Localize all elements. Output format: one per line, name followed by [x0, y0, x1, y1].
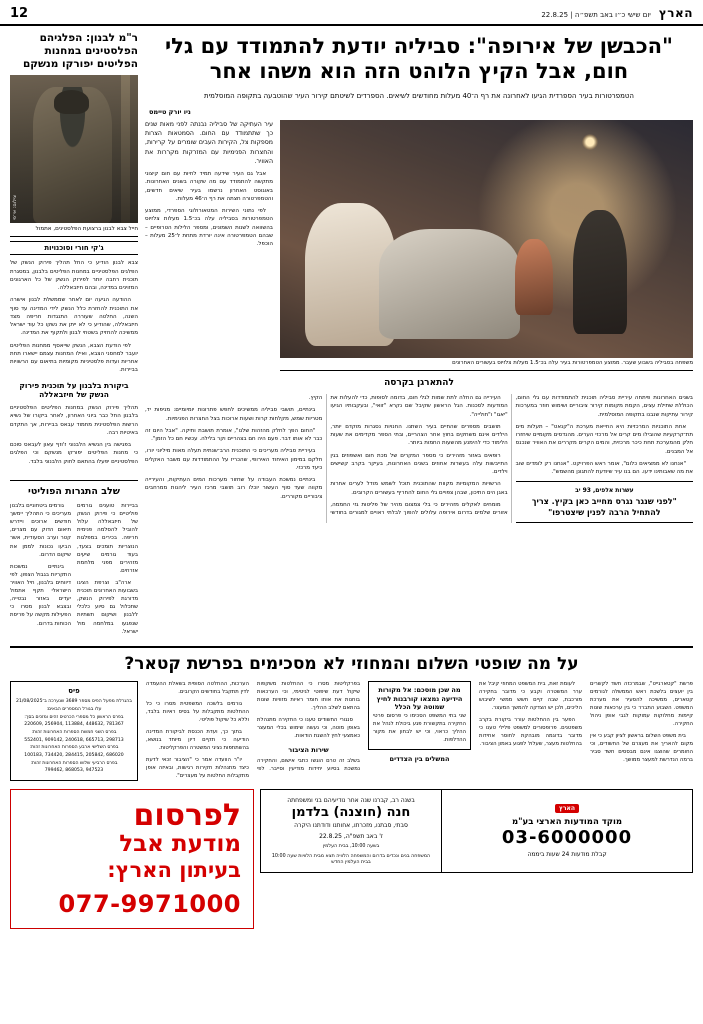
- hero-row: [145, 120, 693, 372]
- paragraph: "אנחנו לא ממציאים כלום", אומר ראש הפרויקט. "אנחנו רק לומדים שוב את מה שאבותינו ידעו. הם בנו עיר שיודעת להתגונן מהשמש".: [515, 460, 693, 476]
- page-number: 12: [10, 5, 29, 21]
- paragraph: בשלב זה טרם הוגשו כתבי אישום, והחקירה נמשכת בסיוע יחידות מודיעין וסייבר. לפי הערכות, ההחלטה הסופית בשאלת ההעמדה לדין תתקבל בחודשים הקרובים.: [146, 681, 360, 773]
- notices-line: 298713 ,665713 ,240618 ,909142 ,552401: [24, 737, 124, 743]
- memorial-name: חנה (חוצנה) בלדמן: [291, 805, 411, 821]
- street-lamp-glow: [582, 134, 598, 150]
- ad-phone-number[interactable]: 077-9971000: [58, 889, 241, 918]
- paragraph: לעומת זאת, בית המשפט המחוזי קיבל את ערר המשטרה וקבע כי מדובר בחקירה מורכבת, שבה קיים חשש ממשי לשיבוש הליכים, ולכן יש הצדקה להמשך המעצר.: [479, 681, 582, 711]
- ad-obituary-promo[interactable]: [10, 789, 254, 929]
- ad-service-strip[interactable]: [260, 789, 693, 873]
- memorial-time: בשעה 10:00, בבית העלמין: [322, 844, 380, 849]
- ad-line-3: בעיתון הארץ:: [107, 857, 241, 882]
- main-headline: "הכבשן של אירופה": סביליה יודעת להתמודד עם גלי חום, אבל הקיץ הלוהט הזה הוא משהו אחר: [164, 34, 673, 83]
- advertisement-row: [10, 789, 693, 937]
- ad-service-sub: קבלת מודעות 24 שעות ביממה: [527, 851, 607, 859]
- ad-memorial[interactable]: [261, 790, 442, 872]
- paragraph: בית משפט השלום בראשון לציון קבע כי אין מקום להאריך את מעצרם של החשודים, וכי החומרים שהוצגו אינם מבססים חשד סביר ברמה הנדרשת למעצר ממושך.: [590, 732, 693, 763]
- memorial-title: בשנה רב, קברנו שנה אחר נודיעיהם בני ומשפחתה: [287, 796, 415, 804]
- notices-line: בהגרלת מפעל הפיס מספר 3689 שנערכה ב־21/08/2025: [16, 699, 132, 705]
- paragraph: הרשויות המקומיות מקוות שהתוכנית תוכל לשמש מודל לערים אחרות באגן הים התיכון, שבהן צפויים גלי החום להחריף בעשורים הקרובים.: [330, 481, 508, 496]
- main-byline: ניו יורק טיימס: [149, 107, 191, 116]
- second-story-minihead: המשלים בין הצדדים: [389, 755, 450, 764]
- paragraph: "החום הפך לחלק מהזהות שלנו", אומרת תושבת ותיקה. "אבל היום זה כבר לא אותו דבר. פעם היה חם בצהריים וקר בלילה. עכשיו חם כל הזמן".: [145, 427, 323, 443]
- second-story-minihead: שירות הציבור: [288, 745, 329, 754]
- rail-byline: ג'קי חורי וסוכנויות: [10, 241, 138, 255]
- notices-line: בפרס השלישי ארבע הספרות האחרונות זהות:: [29, 745, 119, 751]
- main-story-subhead: להתארגן בקרסה: [384, 378, 454, 389]
- notices-line: 947523 ,868053 ,799462: [44, 768, 104, 774]
- rail-photo-caption: חייל צבא לבנון ברצועת הפלסטינים, אתמול: [10, 225, 138, 237]
- memorial-sub: סבתי, סבתנו, מזכרתו, אחותנו ודודתנו היקרה: [294, 822, 408, 830]
- rail-subheadline: ביקורת בלבנון על תוכנית פירוק הנשק של חיזבאללה: [19, 380, 129, 400]
- ad-service-phone[interactable]: 03-6000000: [501, 827, 633, 849]
- ad-line-2: מודעת אבל: [119, 831, 241, 858]
- notices-title: פיס: [68, 687, 80, 696]
- second-story: [10, 646, 693, 781]
- boxed-note-title: מה שכן מוסכם: אל מקורות הידיעה נמצאו קורבנות לחיץ שמוטה על הכלל: [376, 686, 463, 711]
- paragraph: יו"ר הוועדה אמר כי "הציבור זכאי לדעת כיצד מתנהלות חקירות רגישות, ובאיזה אופן מתקבלות החלטות על מעצרים".: [146, 756, 249, 779]
- paragraph: מומחים לאקלים מזהירים כי בלי צמצום מהיר של פליטות גזי החממה, אזורים שלמים בדרום אירופה עלולים להפוך לבלתי ראויים למגורים בחודשי הקיץ.: [308, 395, 508, 517]
- paragraph: ארה"ב וצרפת הציגו בשבועות האחרונים תוכנית מדורגת לפירוק הנשק, שתכלול גם סיוע כלכלי ללבנון ושיקום תשתיות שנפגעו במלחמה מול ישראל.: [77, 579, 138, 635]
- paragraph: הפער בין ההחלטות עורר ביקורת בקרב משפטנים. פרופסורים למשפט פלילי טענו כי מדובר בדוגמה מובהקת לחוסר אחידות בהחלטות מעצר, שעלול לפגוע באמון הציבור.: [479, 716, 582, 747]
- paragraph: תהליך פירוק הנשק במחנות הפליטים הפלסטיניים בלבנון החל כבר ביוני האחרון, לאחר ביקורו של נשיא הרשות הפלסטינית מחמוד עבאס בביירות, אך התקדם באיטיות רבה.: [10, 405, 138, 436]
- paragraph: תושבים מספרים שהחיים בעיר השתנו. החנויות נסגרות מוקדם יותר, הילדים אינם משחקים בחוץ אחר הצהריים, ובתי הספר מקדימים את שעות הלימוד כדי להימנע מהשעות החמות ביותר.: [330, 423, 508, 447]
- page-content: [0, 26, 703, 937]
- photo-helmet: [54, 90, 90, 114]
- memorial-small-print: המשפחה בנים ונכדים בדרום והמשפחה הלוויה תצא מבית הלוויות שעה 10:00 בבית העלמין החדש: [271, 853, 431, 866]
- paragraph: בפגישה בין הנשיא הלבנוני ז'וזף עאון לעבאס סוכם כי מחנות הפליטים יפורקו מנשקם וכי הפלגים הפלסטיניים יפעלו בהתאם לחוק הלבנוני בלבד.: [10, 442, 138, 465]
- paragraph: בינתיים נמשכת העבודה על שחזור מערכות המים העתיקות, והעירייה מקווה שעד סוף העשור יוכלו רוב תושבי מרכז העיר ליהנות ממרחבים ציבוריים מקוררים.: [145, 477, 323, 500]
- paragraph: אבל גם העיר שידעה תמיד לחיות עם חום קיצוני מתקשה להתמודד עם מה שקורה בשנים האחרונות. באוגוסט האחרון נרשמו בעיר שיאים חדשים, והטמפרטורה חצתה את רף ה־46 מעלות.: [145, 171, 273, 202]
- photo-stroller: [379, 229, 519, 338]
- main-deck: הטמפרטורות בעיר הספרדית הגיעו לאחרונה את רף ה־40 מעלות מחודשים לשיאים. הספרדים לשיטתם קירור העיר שהוטבעה בתקופה המוסלמית: [204, 91, 634, 100]
- masthead: [0, 0, 703, 26]
- memorial-date: ז' באב תשפ"ה, 22.8.25: [319, 832, 383, 840]
- second-story-body: [146, 681, 693, 780]
- rail-block-body: [10, 502, 138, 636]
- paragraph: גורמים בלשכה המשפטית מסרו כי כל ההחלטות מתקבלות על בסיס ראיות בלבד, וללא כל שיקול פוליטי.: [146, 701, 249, 723]
- main-story-side-text: [145, 120, 273, 253]
- rail-body: [10, 259, 138, 470]
- paragraph: רופאים באזור מזהירים כי מספר המקרים של מכת חום ואשפוזים בגין התייבשות עלה בעשרות אחוזים בשנים האחרונות, בעיקר בקרב קשישים וילדים.: [330, 452, 508, 476]
- notices-line: בפרס הראשון כל מספרי הכרטיס זהים ומזכים בסך:: [24, 714, 124, 720]
- left-rail-story: [10, 32, 138, 636]
- hero-photo: [280, 120, 693, 358]
- notices-line: עלו בגורל המספרים הבאים:: [46, 706, 102, 712]
- photo-credit: צילום: אי־פי: [12, 194, 18, 221]
- boxed-note-body: שני בתי המשפט הסכימו כי פרסום פרטי החקירה בתקשורת פגע ביכולת לנהל את ההליך כראוי, וכי יש לבחון את מקור ההדלפות.: [373, 713, 466, 744]
- ad-column: [260, 789, 693, 929]
- top-zone: [10, 32, 693, 636]
- rail-headline: ר"מ לבנון: הפלגיהם הפלסטינים במחנות הפליטים יפורקו מנשקם: [22, 32, 138, 71]
- rail-block-title: שלב התגרות הפוליטי: [10, 480, 138, 497]
- paragraph: בביירות טוענים גורמים פוליטיים כי פירוק הנשק של חיזבאללה עלול להוביל להסלמה פנימית חריפה. בכירים במפלגות הנוצריות תומכים בצעד, בעוד גורמים שיעים מזהירים מפני מלחמת אזרחים.: [77, 502, 138, 574]
- notices-line: בפרס השני חמשת הספרות האחרונות זהות:: [31, 729, 117, 735]
- paragraph: סנגורי החשודים טענו כי החקירה מתנהלת באופן מוטה, וכי נעשה שימוש בכלי המעצר כאמצעי לחץ להשגת הודאות.: [257, 716, 360, 739]
- paragraph: בעיריית סביליה מעריכים כי התוכנית הרב־שנתית תעלה מאות מיליוני יורו, חלקם במימון האיחוד האירופי, שהכריז על ההתמודדות עם משבר האקלים כיעד מרכזי.: [145, 448, 323, 471]
- pull-quote: [516, 481, 693, 523]
- pull-quote-top: עשרות אלפים, 93 יב: [575, 487, 634, 495]
- notices-line: בפרס הרביעי שלוש הספרות האחרונות זהות:: [30, 760, 118, 766]
- masthead-date: יום שישי כ״ו באב תשפ״ה | 22.8.25: [541, 11, 651, 19]
- paragraph: בינתיים, תושבי סביליה ממשיכים לחפש פתרונות יומיומיים: מניפות יד, מטריות שמש, מקלחות קרות ושעות ארוכות בצל החצרות הפנימיות.: [145, 407, 323, 422]
- second-story-boxed-note: [368, 681, 471, 750]
- paper-name: הארץ: [658, 6, 693, 20]
- paragraph: בינתיים נמשכות התקריות בגבול הצפון. לפי דיווחים בלבנון, חיל האוויר הישראלי תקף אתמול יעדים באזור נבטייה, ובצבא לבנון מסרו כי הפעילות מקשה על פריסת הכוחות בדרום.: [10, 563, 71, 627]
- paragraph: אחת התוכניות המרכזיות היא החייאת מערכת ה"קנאט" – תעלות מים תת־קרקעיות שהובילו מים קרים אל מרכזי הערים. מהנדסים מקומיים שיחזרו חלק מהמערכת תחת כיכר מרכזית, והמים הקרים מקררים את האוויר שנכנס אל המבנים.: [515, 423, 693, 455]
- paragraph: ההודעה הגיעה יום לאחר שממשלת לבנון אישרה את התוכנית להחזרת כלל הנשק לידי המדינה עד סוף השנה, החלטה שעוררה התנגדות חריפה מצד חיזבאללה, שהודיע כי לא ייתן את נשקו כל עוד ישראל ממשיכה להחזיק בשטחי לבנון ולתקוף את המדינה.: [10, 297, 138, 337]
- second-story-headline: על מה שופטי השלום והמחוזי לא מסכימים בפרשת קטאר?: [124, 653, 579, 674]
- ad-service-title: מוקד המודעות הארצי בע"מ: [511, 816, 623, 827]
- paragraph: בפרקליטות מסרו כי ההחלטות משקפות שיקול דעת שיפוטי לגיטימי, וכי הערכאות בוחנות את אותו חומר ראיות מזוויות שונות בהתאם לשלב ההליך.: [257, 681, 360, 711]
- paragraph: העירייה גם החלה לתת שמות לגלי חום, בדומה לסופות, כדי להעלות את המודעות לסכנות. הגל הראשון שקיבל שם נקרא "זואי", ובעקבותיו הגיעו "יאגו" ו"חולייה".: [330, 395, 508, 418]
- photo-figure-child: [515, 239, 552, 315]
- paragraph: בשנים האחרונות פיתחה עיריית סביליה תוכנית להתמודדות עם גלי החום, הכוללת שתילת עצים, הקמת מקומות קירור ציבוריים ושימוש חוזר במערכות קירור עתיקות שנבנו בתקופה המוסלמית.: [515, 395, 693, 418]
- paper-badge: הארץ: [555, 804, 579, 813]
- notices-line: 781367 ,448632 ,113884 ,256904 ,220609: [24, 722, 124, 728]
- lottery-notices: [10, 681, 138, 781]
- notices-line: 686020 ,205842 ,284415 ,734420 ,100183: [24, 752, 124, 758]
- main-story-body: [145, 394, 693, 523]
- paragraph: לפי הודעת הצבא, הנשק שייאסף ממחנות הפליטים יועבר למחסני הצבא, ואילו המחנות עצמם יישארו תחת אחריות ועדות פלסטיניות מקומיות בתיאום עם הרשויות בביירות.: [10, 342, 138, 374]
- paragraph: לפי נתוני השירות המטאורולוגי הספרדי, ממוצע הטמפרטורות בסביליה עלה בכ־1.5 מעלות צלזיוס בהשוואה לשנות השמונים, ומספר הלילות הטרופיים – שבהם הטמפרטורה אינה יורדת מתחת ל־25 מעלות – הוכפל.: [145, 208, 273, 248]
- main-story: [145, 32, 693, 523]
- paragraph: צבא לבנון הודיע כי החל תהליך פירוק הנשק של הפלגים הפלסטיניים במחנות הפליטים בלבנון, במסגרת תוכנית רחבה יותר לפירוק הנשק של כל הארגונים המזוינים במדינה, ובהם חיזבאללה.: [10, 260, 138, 292]
- paragraph: פרשת "קטארגייט", שבמרכזה חשד לקשרים בין יועצים בלשכת ראש הממשלה לגורמים קטארים, ממשיכה להסעיר את מערכת המשפט. השבוע התברר כי בין ערכאות שונות קיימות מחלוקות עמוקות לגבי אופן ניהול החקירה.: [590, 681, 693, 727]
- photo-background-detail: [121, 75, 130, 223]
- ad-service-main[interactable]: [442, 790, 692, 872]
- paragraph: גורמים ביטחוניים בלבנון מעריכים כי התהליך יימשך חודשים ארוכים ויידרש תיאום הדוק עם מצרים, קטר וערב הסעודית, אשר הביעו נכונות לממן את שיקום הדרום.: [10, 502, 71, 558]
- paragraph: עיר העתיקה של סביליה נבנתה לפני מאות שנים כך שתתמודד עם החום. הסמטאות הצרות מספקות צל, הקירות העבים שומרים על קרירות, והחצרות הפנימיות עם המזרקות מקררות את האוויר.: [145, 120, 273, 165]
- ad-line-1: לפרסום: [133, 797, 241, 833]
- photo-figure-adult: [573, 210, 627, 334]
- paragraph: בתוך כך, ועדת הכנסת לביקורת המדינה הודיעה כי תקיים דיון מיוחד בנושא, בהשתתפות נציגי המשטרה והפרקליטות.: [146, 728, 249, 751]
- pull-quote-main: "לפני שנגר נגרס מחייב כאן בקיץ. צריך להתחיל הרבה לפנין שיצטרפו": [531, 497, 677, 517]
- rail-photo: [10, 75, 138, 223]
- hero-photo-caption: משפחה בסביליה בשבוע שעבר. ממוצע הטמפרטורות בעיר עלה בכ־1.5 מעלות צלזיוס בעשורים האחרונים: [280, 358, 693, 372]
